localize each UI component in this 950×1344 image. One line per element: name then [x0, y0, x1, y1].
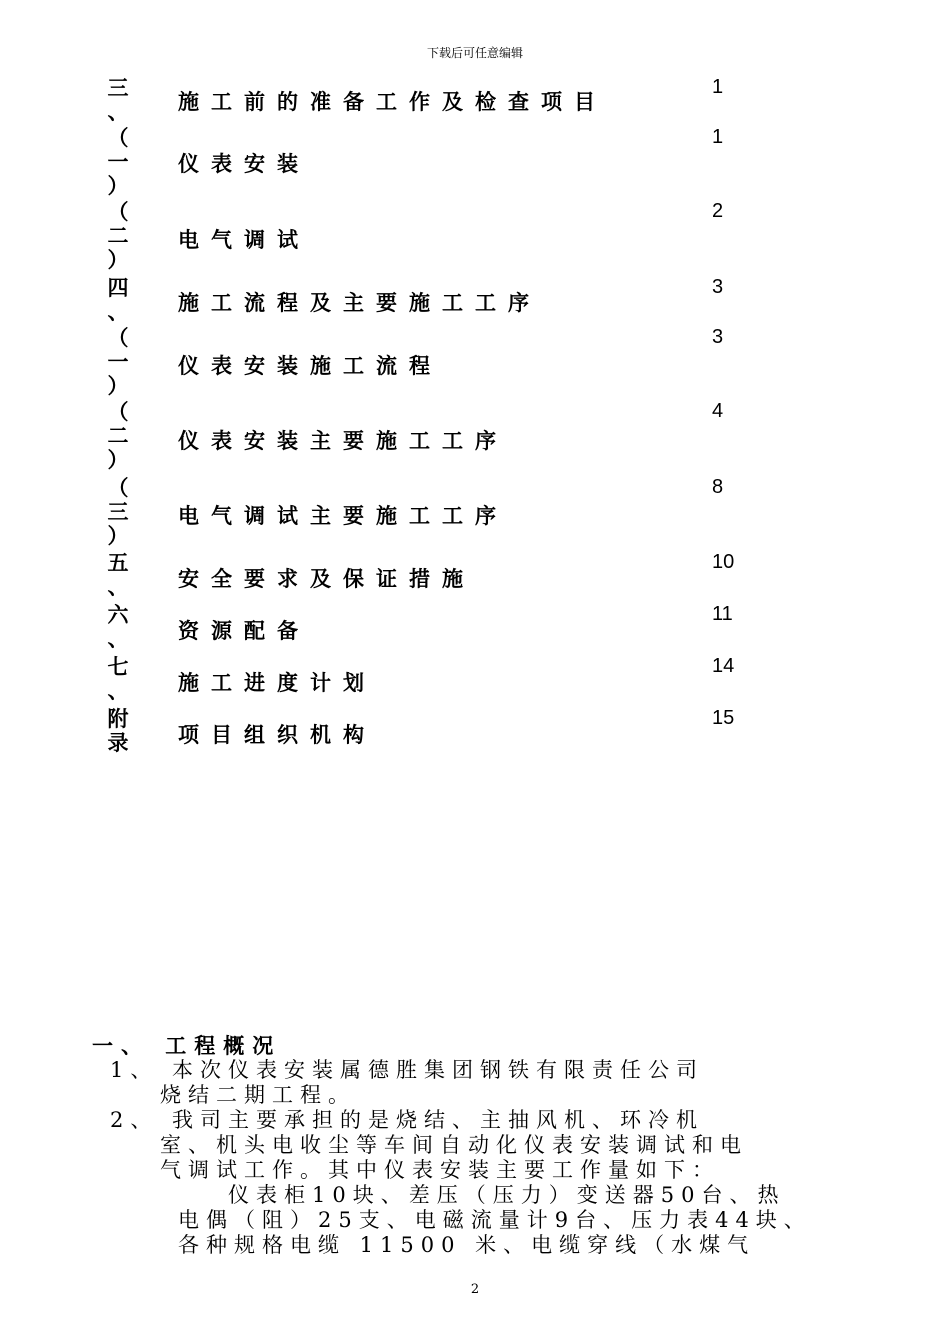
page-number: 2	[470, 1282, 480, 1297]
toc-number: 附 录	[107, 707, 129, 755]
paragraph-line: 电偶（阻）25支、电磁流量计9台、压力表44块、	[178, 1208, 812, 1232]
toc-page: 2	[712, 200, 724, 222]
toc-page: 8	[712, 476, 724, 498]
paragraph-line: 仪表柜10块、差压（压力）变送器50台、热	[228, 1183, 786, 1207]
toc-title: 施工流程及主要施工工序	[178, 291, 541, 315]
toc-title: 电气调试主要施工工序	[178, 504, 508, 528]
toc-page: 11	[712, 603, 733, 625]
paragraph-line: 2、 我司主要承担的是烧结、主抽风机、环冷机	[110, 1108, 705, 1132]
section-heading: 一、 工程概况	[92, 1034, 282, 1058]
toc-number: （ 二 ）	[107, 400, 129, 472]
toc-page: 14	[712, 655, 735, 677]
toc-number: 四 、	[107, 276, 129, 324]
toc-title: 施工前的准备工作及检查项目	[178, 90, 607, 114]
header-note: 下载后可任意编辑	[426, 46, 523, 60]
toc-page: 1	[712, 76, 724, 98]
paragraph-line: 各种规格电缆 11500 米、电缆穿线（水煤气	[178, 1233, 756, 1257]
toc-page: 15	[712, 707, 735, 729]
toc-title: 项目组织机构	[178, 723, 376, 747]
toc-page: 1	[712, 126, 724, 148]
toc-number: 三 、	[107, 76, 129, 124]
toc-title: 安全要求及保证措施	[178, 567, 475, 591]
toc-title: 仪表安装施工流程	[178, 354, 442, 378]
toc-number: （ 二 ）	[107, 200, 129, 272]
paragraph-line: 室、机头电收尘等车间自动化仪表安装调试和电	[160, 1133, 748, 1157]
paragraph-line: 烧结二期工程。	[160, 1083, 356, 1107]
paragraph-line: 气调试工作。其中仪表安装主要工作量如下：	[160, 1158, 720, 1182]
toc-title: 资源配备	[178, 619, 310, 643]
paragraph-line: 1、 本次仪表安装属德胜集团钢铁有限责任公司	[110, 1058, 705, 1082]
toc-title: 仪表安装主要施工工序	[178, 429, 508, 453]
toc-page: 10	[712, 551, 735, 573]
toc-number: 五 、	[107, 551, 129, 599]
toc-number: 六 、	[107, 603, 129, 651]
toc-title: 电气调试	[178, 228, 310, 252]
toc-number: （ 三 ）	[107, 476, 129, 548]
toc-page: 3	[712, 326, 724, 348]
toc-number: 七 、	[107, 655, 129, 703]
toc-title: 仪表安装	[178, 152, 310, 176]
toc-number: （ 一 ）	[107, 126, 129, 198]
toc-number: （ 一 ）	[107, 326, 129, 398]
toc-title: 施工进度计划	[178, 671, 376, 695]
toc-page: 3	[712, 276, 724, 298]
toc-page: 4	[712, 400, 724, 422]
